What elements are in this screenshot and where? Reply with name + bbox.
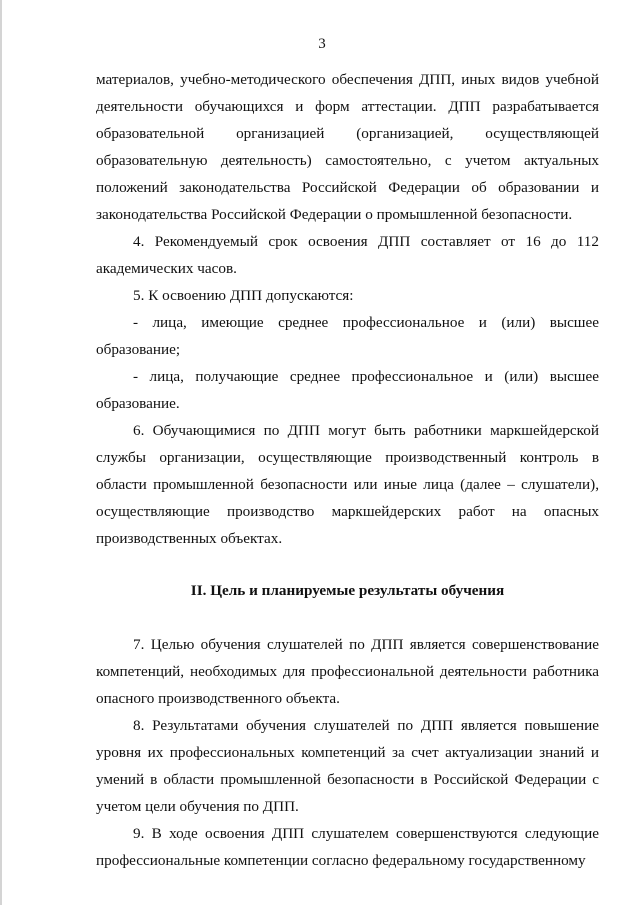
section-2-heading: II. Цель и планируемые результаты обучения (190, 582, 505, 599)
paragraph-5-item-1: - лица, имеющие среднее профессиональное и (или) высшее образование; (96, 314, 599, 358)
paragraph-7: 7. Целью обучения слушателей по ДПП является совершенствование компетенций, необходимых для профессиональной деятельности работника опасного производственного объекта. (96, 636, 599, 707)
paragraph-continuation: материалов, учебно-методического обеспечения ДПП, иных видов учебной деятельности обучающихся и форм аттестации. ДПП разрабатывается образовательной организацией (организацией, осуществляющей образовательную деятельность) самостоятельно, с учетом актуальных положений законодательства Российской Федерации об образовании и законодательства Российской Федерации о промышленной безопасности. (96, 71, 599, 223)
page-number: 3 (318, 36, 326, 52)
paragraph-5-item-2: - лица, получающие среднее профессиональное и (или) высшее образование. (96, 368, 599, 412)
paragraph-9: 9. В ходе освоения ДПП слушателем совершенствуются следующие профессиональные компетенции согласно федеральному государственному (96, 825, 599, 869)
paragraph-6: 6. Обучающимися по ДПП могут быть работники маркшейдерской службы организации, осуществляющие производственный контроль в области промышленной безопасности или иные лица (далее – слушатели), осуществляющие производство маркшейдерских работ на опасных производственных объектах. (96, 422, 599, 547)
paragraph-5: 5. К освоению ДПП допускаются: (133, 287, 354, 304)
paragraph-4: 4. Рекомендуемый срок освоения ДПП составляет от 16 до 112 академических часов. (96, 233, 599, 277)
document-body (96, 66, 599, 874)
paragraph-8: 8. Результатами обучения слушателей по ДПП является повышение уровня их профессиональных компетенций за счет актуализации знаний и умений в области промышленной безопасности в Российской Федерации с учетом цели обучения по ДПП. (96, 717, 599, 815)
